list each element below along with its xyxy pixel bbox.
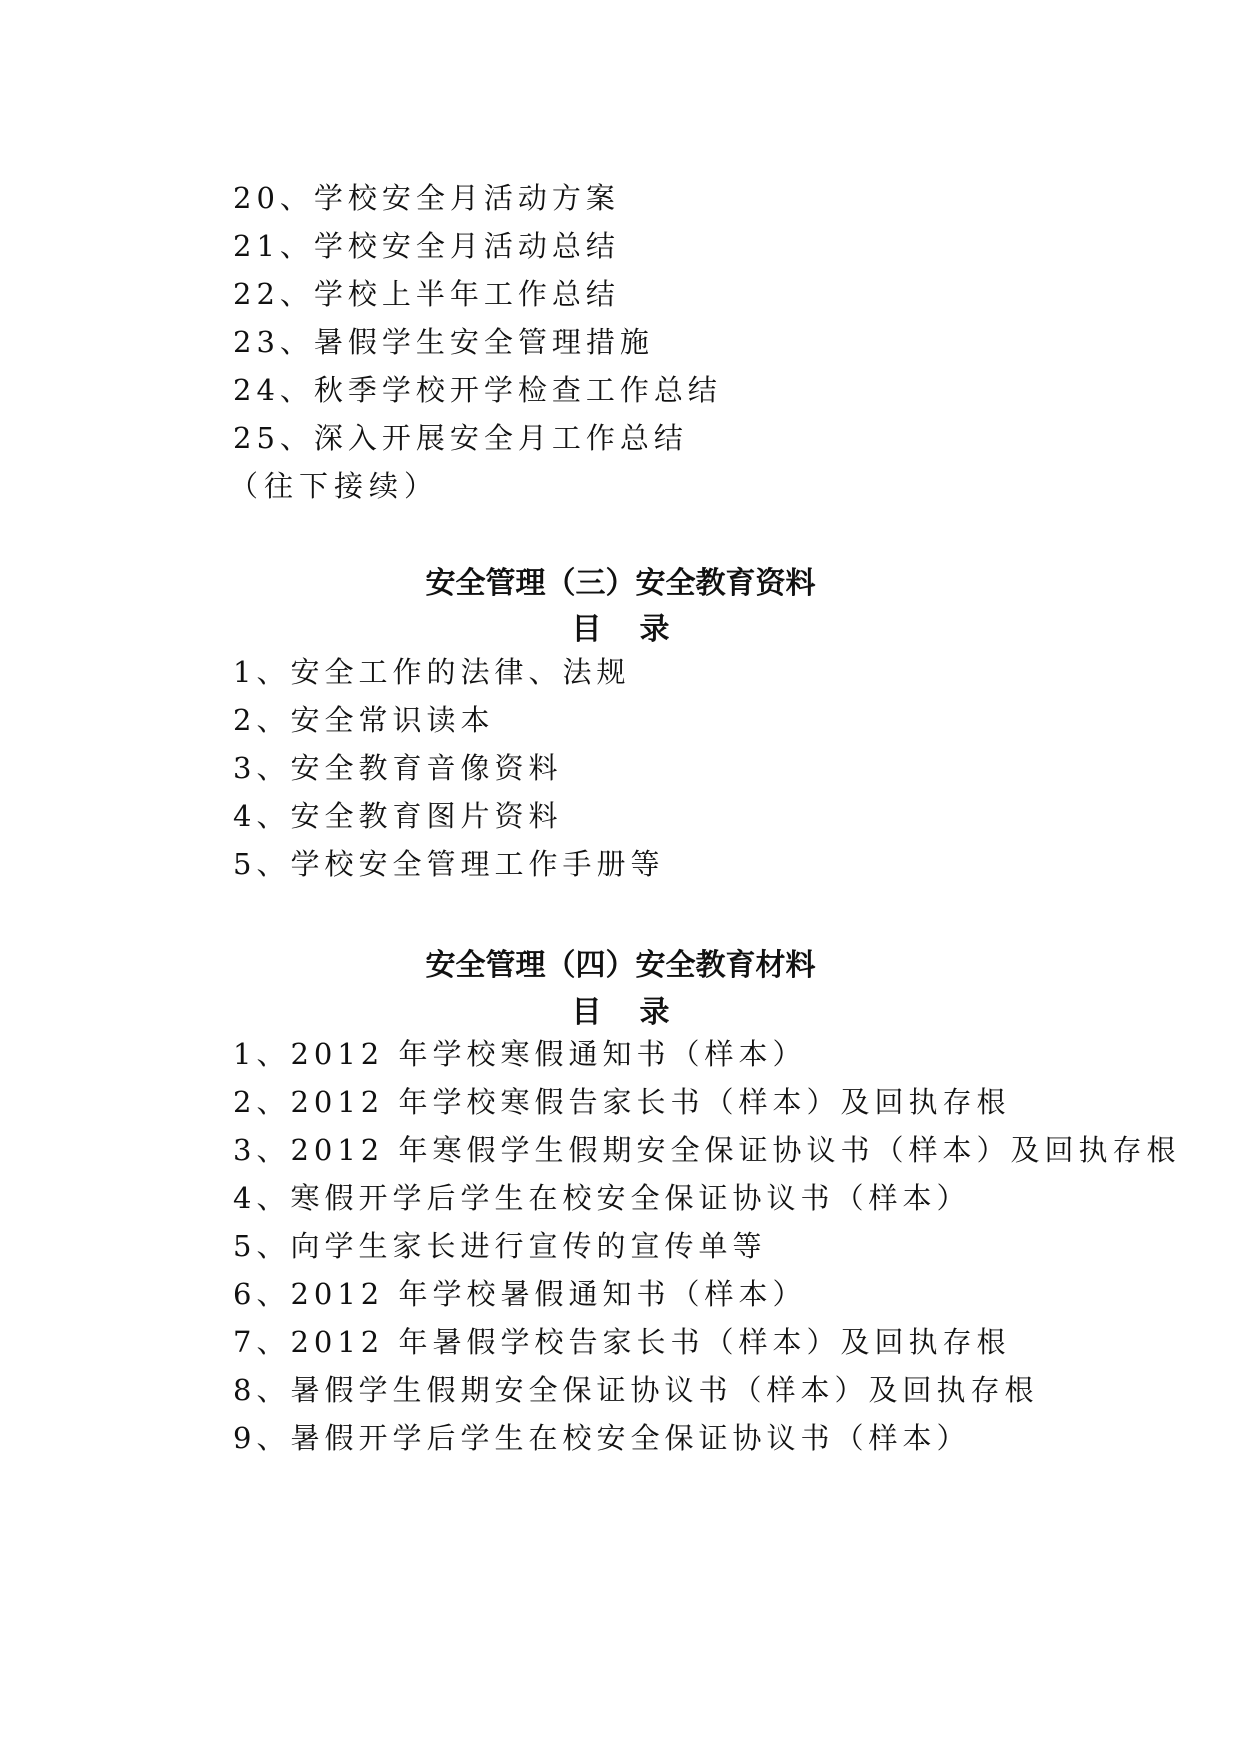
list-item: 20、学校安全月活动方案 (233, 181, 620, 215)
list-item: 3、安全教育音像资料 (233, 751, 563, 785)
list-item: 5、学校安全管理工作手册等 (233, 847, 665, 881)
section3-list (233, 648, 1133, 888)
list-item: 6、2012 年学校暑假通知书（样本） (233, 1277, 807, 1311)
list-item: 3、2012 年寒假学生假期安全保证协议书（样本）及回执存根 (233, 1133, 1181, 1167)
list-item: 5、向学生家长进行宣传的宣传单等 (233, 1229, 767, 1263)
list-item: 24、秋季学校开学检查工作总结 (233, 373, 722, 407)
section3-title: 安全管理（三）安全教育资料 (425, 566, 816, 601)
continuation-note: （往下接续） (229, 469, 440, 503)
list-item: 23、暑假学生安全管理措施 (233, 325, 654, 359)
list-item: 1、2012 年学校寒假通知书（样本） (233, 1037, 807, 1071)
list-item: 9、暑假开学后学生在校安全保证协议书（样本） (233, 1421, 971, 1455)
list-item: 4、寒假开学后学生在校安全保证协议书（样本） (233, 1181, 971, 1215)
section4-toc-heading: 目录 (571, 995, 708, 1030)
list-item: 4、安全教育图片资料 (233, 799, 563, 833)
list-item: 7、2012 年暑假学校告家长书（样本）及回执存根 (233, 1325, 1011, 1359)
list-item: 2、2012 年学校寒假告家长书（样本）及回执存根 (233, 1085, 1011, 1119)
list-item: 1、安全工作的法律、法规 (233, 655, 631, 689)
list-item: 22、学校上半年工作总结 (233, 277, 620, 311)
section4-title: 安全管理（四）安全教育材料 (425, 948, 816, 983)
section4-list (233, 1030, 1181, 1462)
list-item: 8、暑假学生假期安全保证协议书（样本）及回执存根 (233, 1373, 1039, 1407)
list-item: 21、学校安全月活动总结 (233, 229, 620, 263)
continued-list (229, 174, 1133, 510)
section3-toc-heading: 目录 (571, 612, 708, 647)
list-item: 2、安全常识读本 (233, 703, 495, 737)
list-item: 25、深入开展安全月工作总结 (233, 421, 688, 455)
